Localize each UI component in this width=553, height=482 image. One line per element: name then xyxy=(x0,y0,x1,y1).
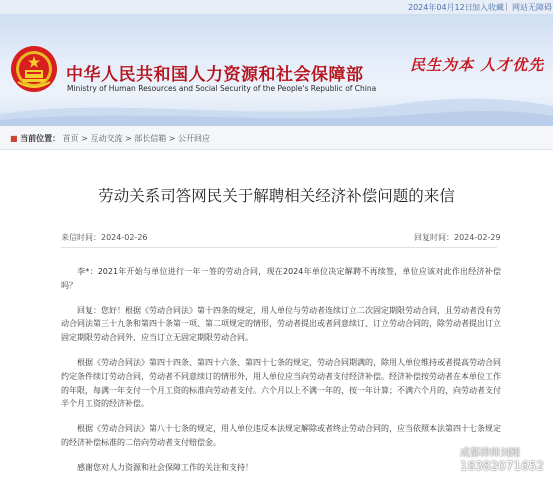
meta-divider xyxy=(61,247,497,248)
article-title: 劳动关系司答网民关于解聘相关经济补偿问题的来信 xyxy=(98,187,455,205)
breadcrumb-separator: > xyxy=(166,134,179,143)
reply-date-label: 回复时间： xyxy=(414,233,454,242)
breadcrumb-item-interaction[interactable]: 互动交流 xyxy=(90,134,123,143)
national-emblem-icon[interactable] xyxy=(10,44,58,94)
add-favorite-link[interactable]: 加入收藏 xyxy=(472,3,504,12)
breadcrumb-label: 当前位置： xyxy=(20,134,61,143)
reply-paragraph: 回复：您好！根据《劳动合同法》第十四条的规定，用人单位与劳动者连续订立二次固定期限劳动合同，且劳动者没有劳动合同法第三十九条和第四十条第一项、第二项规定的情形，劳动者提出或者同意续订、订立劳动合同的，除劳动者提出订立固定期限劳动合同外，应当订立无固定期限劳动合同。 xyxy=(61,305,501,343)
lawyer-watermark xyxy=(460,448,544,472)
letter-question-paragraph: 李*：2021年开始与单位进行一年一签的劳动合同，现在2024年单位决定解聘不再续签，单位应该对此作出经济补偿吗？ xyxy=(61,267,501,290)
breadcrumb-separator: > xyxy=(78,134,91,143)
ministry-name-cn[interactable]: 中华人民共和国人力资源和社会保障部 xyxy=(66,65,364,85)
reply-paragraph: 根据《劳动合同法》第四十四条、第四十六条、第四十七条的规定，劳动合同期满的，除用人单位维持或者提高劳动合同约定条件续订劳动合同，劳动者不同意续订的情形外，用人单位应当向劳动者支付经济补偿。经济补偿按劳动者在本单位工作的年限，每满一年支付一个月工资的标准向劳动者支付。六个月以上不满一年的，按一年计算；不满六个月的，向劳动者支付半个月工资的经济补偿。 xyxy=(61,357,501,409)
location-marker-icon: ■ xyxy=(10,134,18,143)
breadcrumb xyxy=(10,133,210,144)
reply-date xyxy=(414,232,501,243)
closing-paragraph: 感谢您对人力资源和社会保障工作的关注和支持！ xyxy=(77,462,253,472)
ministry-slogan: 民生为本 人才优先 xyxy=(410,56,545,74)
current-date: 2024年04月12日 xyxy=(408,3,473,12)
breadcrumb-item-home[interactable]: 首页 xyxy=(62,134,79,143)
header-banner xyxy=(0,14,553,126)
letter-date xyxy=(61,232,148,243)
reply-paragraph: 根据《劳动合同法》第八十七条的规定，用人单位违反本法规定解除或者终止劳动合同的，应当依照本法第四十七条规定的经济补偿标准的二倍向劳动者支付赔偿金。 xyxy=(61,424,501,447)
breadcrumb-bar xyxy=(0,126,553,150)
topbar-separator: | xyxy=(505,2,508,11)
ministry-name-en: Ministry of Human Resources and Social Security of the People's Republic of China xyxy=(67,84,377,93)
breadcrumb-item-mailbox[interactable]: 部长信箱 xyxy=(134,134,167,143)
breadcrumb-item-public-response[interactable]: 公开回应 xyxy=(178,134,211,143)
letter-date-value: 2024-02-26 xyxy=(101,233,148,242)
top-utility-bar xyxy=(0,0,553,14)
watermark-phone: 18382071652 xyxy=(460,459,544,473)
breadcrumb-separator: > xyxy=(122,134,135,143)
accessibility-link[interactable]: 网站无障碍 xyxy=(512,3,552,12)
letter-date-label: 来信时间： xyxy=(61,233,101,242)
reply-date-value: 2024-02-29 xyxy=(454,233,501,242)
watermark-name: 成都律师刘鲤 xyxy=(460,448,520,459)
article-body xyxy=(61,265,501,482)
